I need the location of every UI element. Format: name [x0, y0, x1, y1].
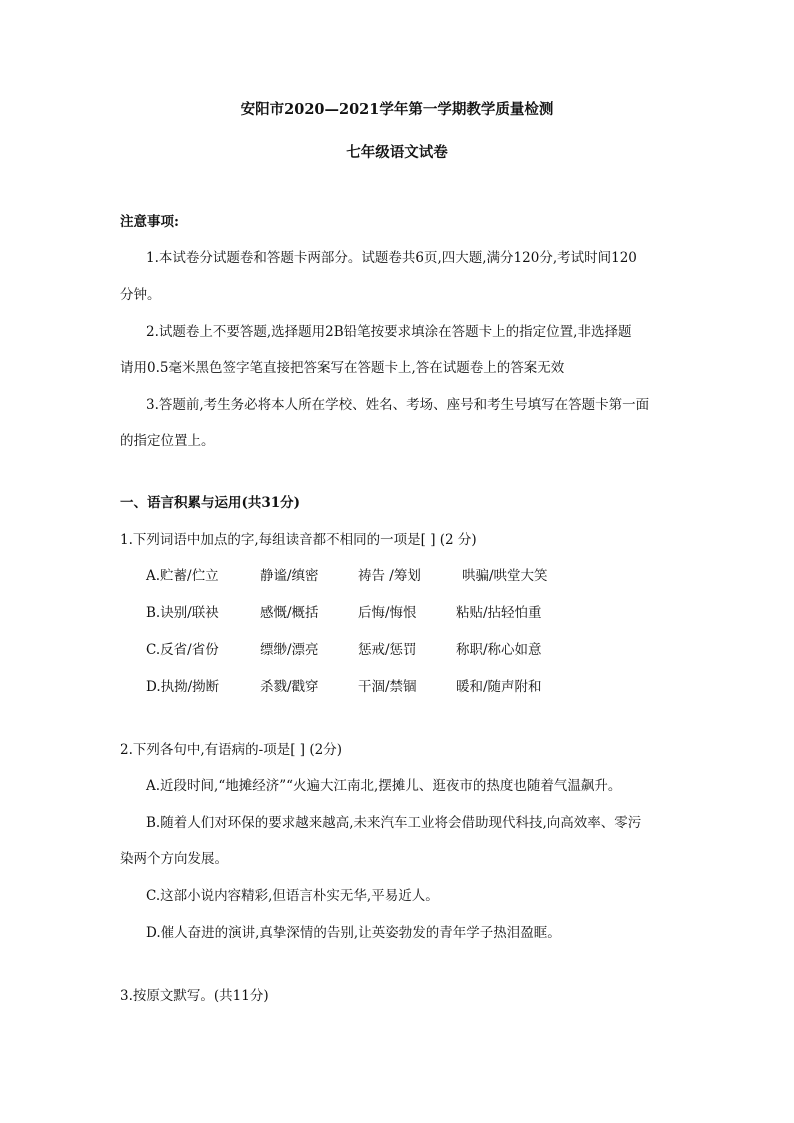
- question-2-option-b: B.随着人们对环保的要求越来越高,未来汽车工业将会借助现代科技,向高效率、零污: [146, 815, 642, 831]
- question-2-option-c: C.这部小说内容精彩,但语言朴实无华,平易近人。: [146, 888, 439, 904]
- option-d-word-3: 干涸/禁锢: [358, 679, 417, 695]
- question-2-option-b-cont: 染两个方向发展。: [120, 851, 228, 867]
- option-b-word-3: 后悔/悔恨: [358, 605, 417, 621]
- question-2-option-d: D.催人奋进的演讲,真挚深情的告别,让英姿勃发的青年学子热泪盈眶。: [146, 925, 561, 941]
- option-a-word-1: A.贮蓄/伫立: [146, 568, 219, 584]
- option-b-word-1: B.诀别/联袂: [146, 605, 219, 621]
- option-a-word-4: 哄骗/哄堂大笑: [462, 568, 548, 584]
- option-d-word-1: D.执拗/拗断: [146, 679, 220, 695]
- exam-title: 安阳市2020—2021学年第一学期教学质量检测: [240, 101, 554, 118]
- notice-item-2: 2.试题卷上不要答题,选择题用2B铅笔按要求填涂在答题卡上的指定位置,非选择题: [146, 324, 632, 340]
- option-b-word-2: 感慨/概括: [260, 605, 319, 621]
- option-a-word-3: 祷告 /筹划: [358, 568, 421, 584]
- question-2-option-a: A.近段时间,“地摊经济”“火遍大江南北,摆摊儿、逛夜市的热度也随着气温飙升。: [146, 778, 622, 794]
- section-1-heading: 一、语言积累与运用(共31分): [120, 495, 301, 511]
- notice-heading: 注意事项:: [120, 214, 179, 230]
- option-d-word-4: 暖和/随声附和: [456, 679, 542, 695]
- option-a-word-2: 静谧/缜密: [260, 568, 319, 584]
- question-3-stem: 3.按原文默写。(共11分): [120, 988, 269, 1004]
- option-c-word-2: 缥缈/漂亮: [260, 642, 319, 658]
- notice-item-2-cont: 请用0.5毫米黑色签字笔直接把答案写在答题卡上,答在试题卷上的答案无效: [120, 360, 565, 376]
- question-2-stem: 2.下列各句中,有语病的-项是[ ] (2分): [120, 742, 342, 758]
- notice-item-1: 1.本试卷分试题卷和答题卡两部分。试题卷共6页,四大题,满分120分,考试时间120: [146, 250, 637, 266]
- notice-item-3-cont: 的指定位置上。: [120, 433, 215, 449]
- question-1-stem: 1.下列词语中加点的字,每组读音都不相同的一项是[ ] (2 分): [120, 532, 477, 548]
- option-c-word-1: C.反省/省份: [146, 642, 219, 658]
- option-c-word-3: 惩戒/惩罚: [358, 642, 417, 658]
- option-d-word-2: 杀戮/戳穿: [260, 679, 319, 695]
- notice-item-3: 3.答题前,考生务必将本人所在学校、姓名、考场、座号和考生号填写在答题卡第一面: [146, 397, 650, 413]
- option-b-word-4: 粘贴/拈轻怕重: [456, 605, 542, 621]
- exam-subtitle: 七年级语文试卷: [346, 144, 448, 161]
- notice-item-1-cont: 分钟。: [120, 287, 161, 303]
- option-c-word-4: 称职/称心如意: [456, 642, 542, 658]
